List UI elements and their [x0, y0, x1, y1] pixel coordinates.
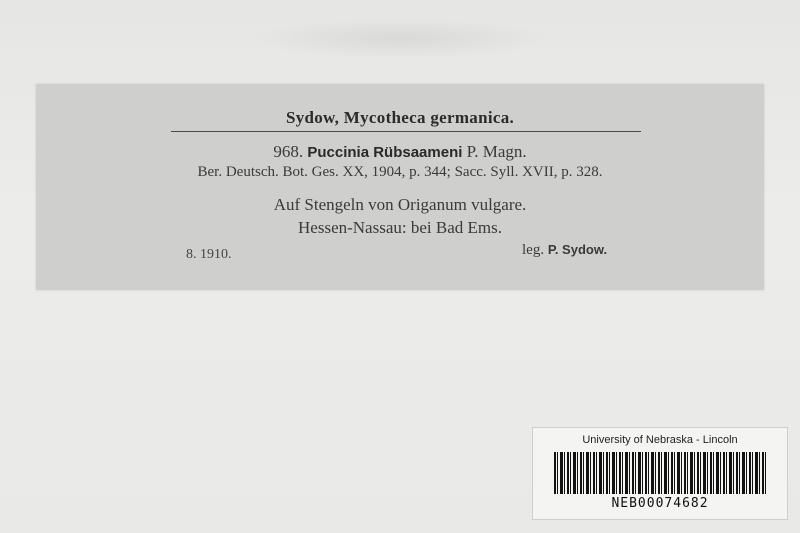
collection-locality: Hessen-Nassau: bei Bad Ems. [298, 218, 502, 237]
legit-prefix: leg. [522, 242, 545, 258]
collector-name: P. Sydow. [547, 242, 608, 257]
institution-name: University of Nebraska - Lincoln [582, 434, 738, 446]
species-name: Puccinia Rübsaameni [307, 144, 463, 161]
barcode [554, 452, 766, 494]
exsiccata-number: 968. [273, 142, 304, 161]
literature-reference: Ber. Deutsch. Bot. Ges. XX, 1904, p. 344; Sacc. Syll. XVII, p. 328. [197, 164, 603, 180]
bleed-through-shadow [250, 18, 550, 58]
collection-date: 8. 1910. [186, 247, 232, 262]
specimen-label [36, 84, 764, 290]
species-author: P. Magn. [466, 142, 527, 161]
header-rule [171, 131, 641, 132]
label-header: Sydow, Mycotheca germanica. [285, 108, 515, 127]
collector-line [522, 242, 607, 259]
institution-barcode-label [532, 427, 788, 520]
host-substrate: Auf Stengeln von Origanum vulgare. [273, 195, 527, 214]
barcode-number: NEB00074682 [611, 496, 709, 511]
species-line [36, 142, 764, 162]
